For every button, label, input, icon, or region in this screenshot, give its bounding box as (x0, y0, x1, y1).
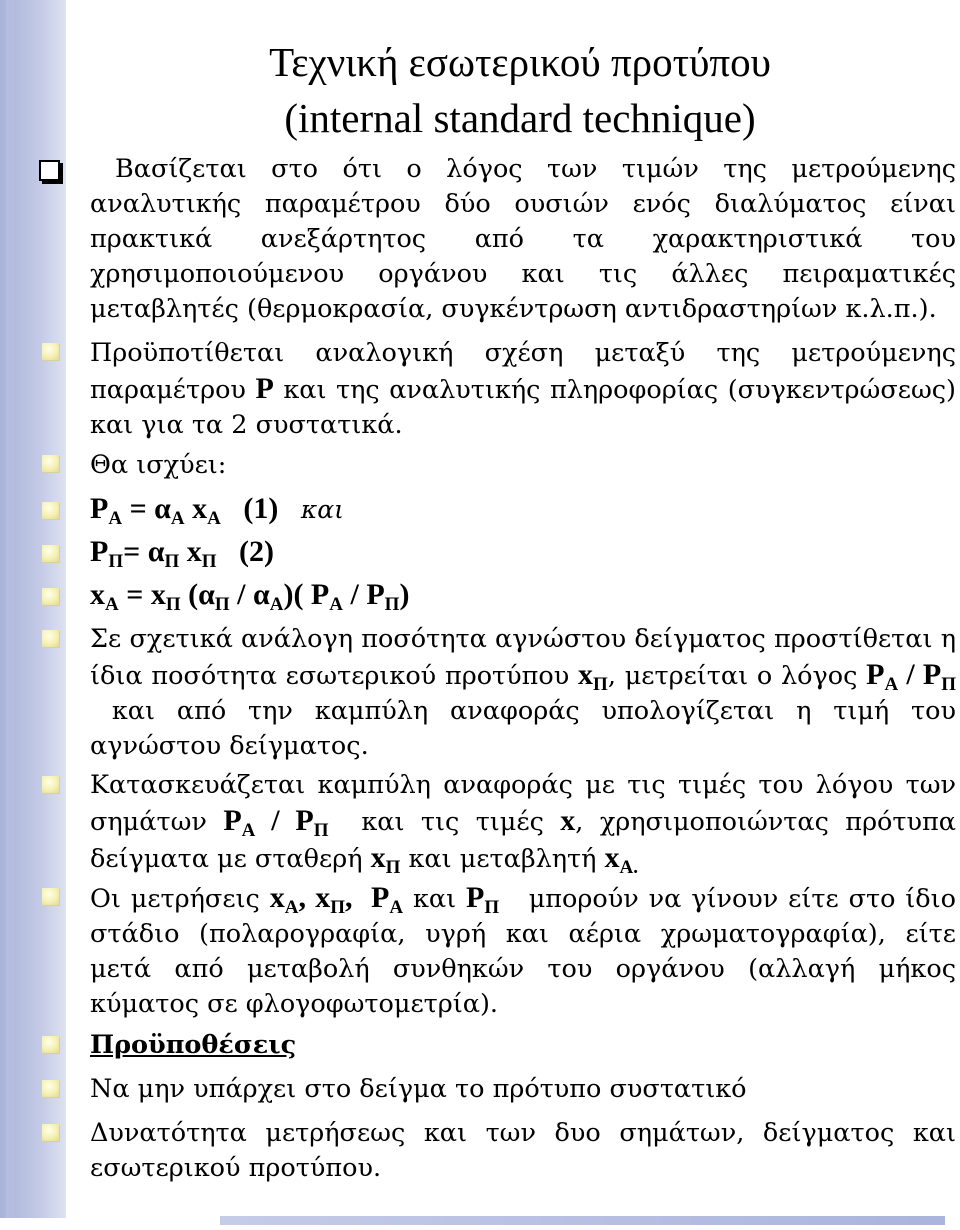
bullet-icon (42, 776, 59, 793)
bullet-icon (42, 1036, 59, 1053)
bullet-icon (42, 343, 59, 360)
page-subtitle: (internal standard technique) (284, 95, 756, 141)
intro-paragraph: Βασίζεται στο ότι ο λόγος των τιμών της μετρούμενης αναλυτικής παραμέτρου δύο ουσιών ενός διαλύματος είναι πρακτικά ανεξάρτητος από τα χαρακτηριστικά του χρησιμοποιούμενου οργάνου και τις άλλες πειραματικές μεταβλητές (θερμοκρασία, συγκέντρωση αντιδραστηρίων κ.λ.π.). (90, 154, 956, 324)
checkbox-bullet-icon (39, 160, 60, 181)
paragraph-proportional: Προϋποτίθεται αναλογική σχέση μεταξύ της μετρούμενης παραμέτρου P και της αναλυτικής πληροφορίας (συγκεντρώσεως) και για τα 2 συστατικά. (90, 338, 956, 440)
bullet-icon (42, 1124, 59, 1141)
prerequisite-1: Να μην υπάρχει στο δείγμα το πρότυπο συστατικό (90, 1074, 747, 1104)
paragraph-calibration: Κατασκευάζεται καμπύλη αναφοράς με τις τιμές του λόγου των σημάτων $P_A / P_\Pi$ και τις τιμές x, χρησιμοποιώντας πρότυπα δείγματα με σταθερή $x_\Pi$ και μεταβλητή $x_{A.}$ (90, 770, 956, 878)
equation-3: $x_A = x_\Pi$ $(\alpha_\Pi / \alpha_A)$( $P_A / P_\Pi$) (90, 578, 410, 615)
bullet-icon (42, 888, 59, 905)
bullet-icon (42, 545, 59, 562)
paragraph-will-hold: Θα ισχύει: (90, 450, 227, 480)
paragraph-procedure: Σε σχετικά ανάλογη ποσότητα αγνώστου δείγματος προστίθεται η ίδια ποσότητα εσωτερικού προτύπου $x_\Pi$, μετρείται ο λόγος $P_A / P_\Pi$ και από την καμπύλη αναφοράς υπολογίζεται η τιμή του αγνώστου δείγματος. (90, 624, 956, 761)
equation-2: $P_\Pi= \alpha_\Pi$ $x_\Pi$ (2) (90, 535, 274, 572)
bullet-icon (42, 588, 59, 605)
section-heading-prerequisites: Προϋποθέσεις (90, 1030, 297, 1060)
bullet-icon (42, 1080, 59, 1097)
prerequisite-2: Δυνατότητα μετρήσεως και των δυο σημάτων, δείγματος και εσωτερικού προτύπου. (90, 1118, 956, 1183)
equation-1: $P_A = \alpha_A$ $x_A$ (1) και (90, 492, 344, 529)
paragraph-measurements: Οι μετρήσεις $x_A$, $x_\Pi$, $P_A$ και $P_\Pi$ μπορούν να γίνουν είτε στο ίδιο στάδιο (πολαρογραφία, υγρή και αέρια χρωματογραφία), είτε μετά από μεταβολή συνθηκών του οργάνου (αλλαγή μήκος κύματος σε φλογοφωτομετρία). (90, 881, 957, 1019)
page-title: Τεχνική εσωτερικού προτύπου (269, 39, 771, 85)
bullet-icon (42, 502, 59, 519)
bullet-icon (42, 630, 59, 647)
bottom-decorative-bar (220, 1216, 945, 1225)
bullet-icon (42, 455, 59, 472)
